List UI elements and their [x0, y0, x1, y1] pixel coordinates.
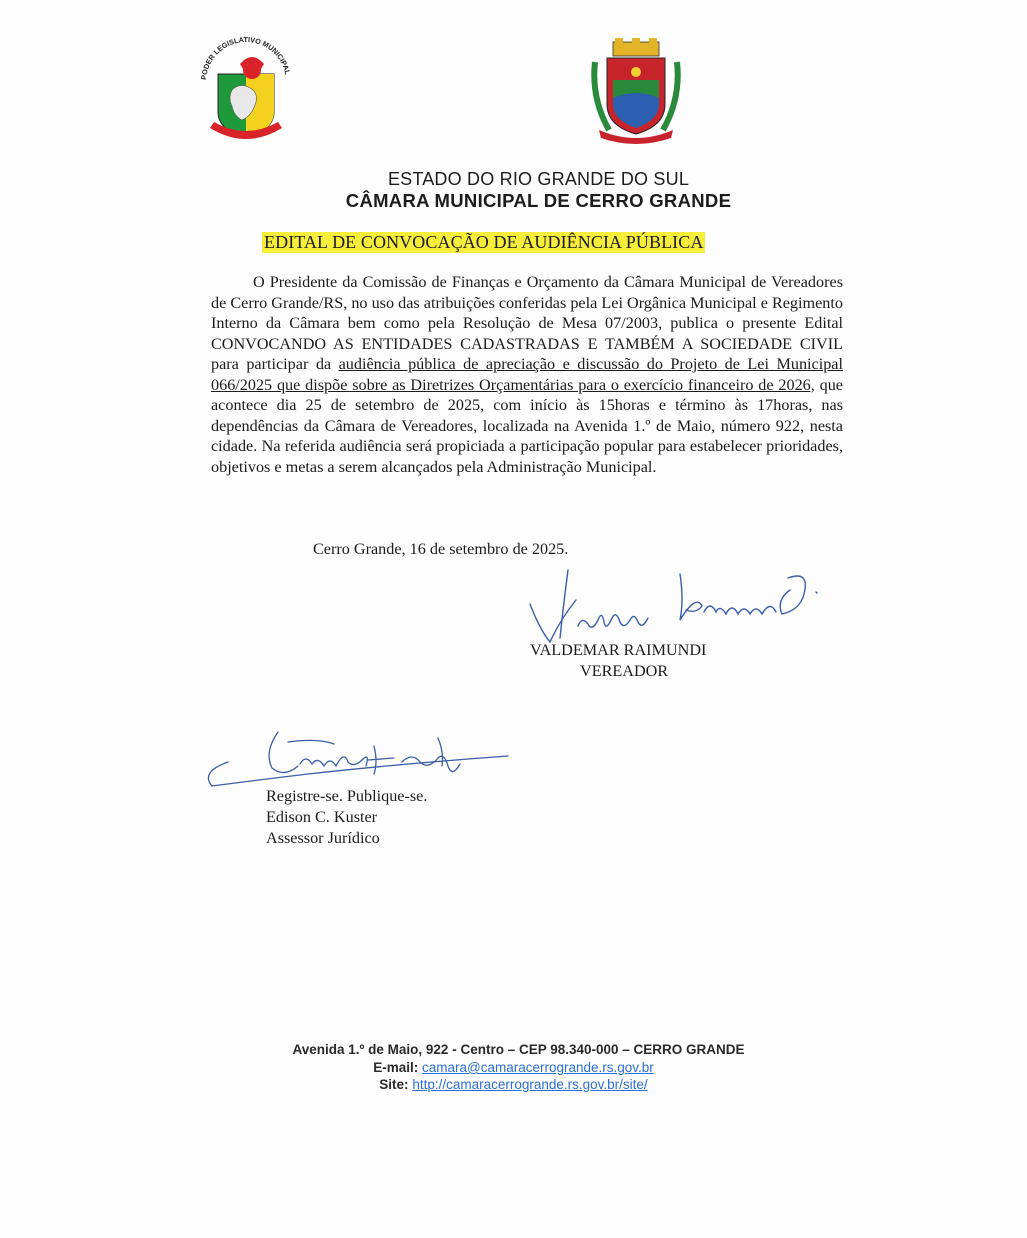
footer-address: Avenida 1.º de Maio, 922 - Centro – CEP 98.340-000 – CERRO GRANDE [292, 1042, 745, 1057]
footer-site-label: Site: [379, 1077, 409, 1092]
legislative-emblem-logo [192, 30, 300, 145]
svg-text:PODER LEGISLATIVO MUNICIPAL: PODER LEGISLATIVO MUNICIPAL [199, 34, 293, 81]
municipal-coat-of-arms-logo [585, 38, 687, 144]
state-heading: ESTADO DO RIO GRANDE DO SUL [387, 169, 690, 189]
footer-site-line [0, 1077, 1027, 1092]
body-paragraph [211, 272, 843, 477]
body-text-part1: O Presidente da Comissão de Finanças e Orçamento da Câmara Municipal de Vereadores de Cerro Grande/RS, no uso das atribuições conferidas pela Lei Orgânica Municipal e Regimento Interno da Câmara bem como pela Resolução de Mesa 07/2003, publica o presente Edital CONVOCANDO AS ENTIDADES CADASTRADAS E TAMBÉM A SOCIEDADE CIVIL para participar da [211, 273, 843, 373]
chamber-heading: CÂMARA MUNICIPAL DE CERRO GRANDE [345, 190, 732, 211]
registration-line-1: Registre-se. Publique-se. [266, 787, 428, 805]
registration-line-2: Edison C. Kuster [266, 808, 378, 826]
document-title: EDITAL DE CONVOCAÇÃO DE AUDIÊNCIA PÚBLICA [264, 232, 704, 252]
registration-line-3: Assessor Jurídico [266, 829, 380, 847]
footer-email-line [0, 1060, 1027, 1075]
body-text-part2: que acontece dia 25 de setembro de 2025, com início às 15horas e término às 17horas, nas dependências da Câmara de Vereadores, localizada na Avenida 1.º de Maio, número 922, nesta cidade. Na referida audiência será propiciada a participação popular para estabelecer prioridades, objetivos e metas a serem alcançados pela Administração Municipal. [211, 375, 843, 476]
body-text-underlined: audiência pública de apreciação e discussão do Projeto de Lei Municipal 066/2025 que dispõe sobre as Diretrizes Orçamentárias para o exercício financeiro de 2026, [211, 355, 843, 394]
signer-role: VEREADOR [580, 662, 669, 680]
signature-valdemar-raimundi [520, 560, 820, 650]
footer-email-link[interactable]: camara@camaracerrogrande.rs.gov.br [421, 1060, 654, 1075]
signature-edison-kuster [198, 722, 518, 794]
footer-site-link[interactable]: http://camaracerrogrande.rs.gov.br/site/ [412, 1077, 648, 1092]
signer-name: VALDEMAR RAIMUNDI [530, 641, 707, 659]
registration-block [266, 786, 427, 849]
footer-email-label: E-mail: [373, 1060, 419, 1075]
place-date: Cerro Grande, 16 de setembro de 2025. [313, 540, 569, 558]
